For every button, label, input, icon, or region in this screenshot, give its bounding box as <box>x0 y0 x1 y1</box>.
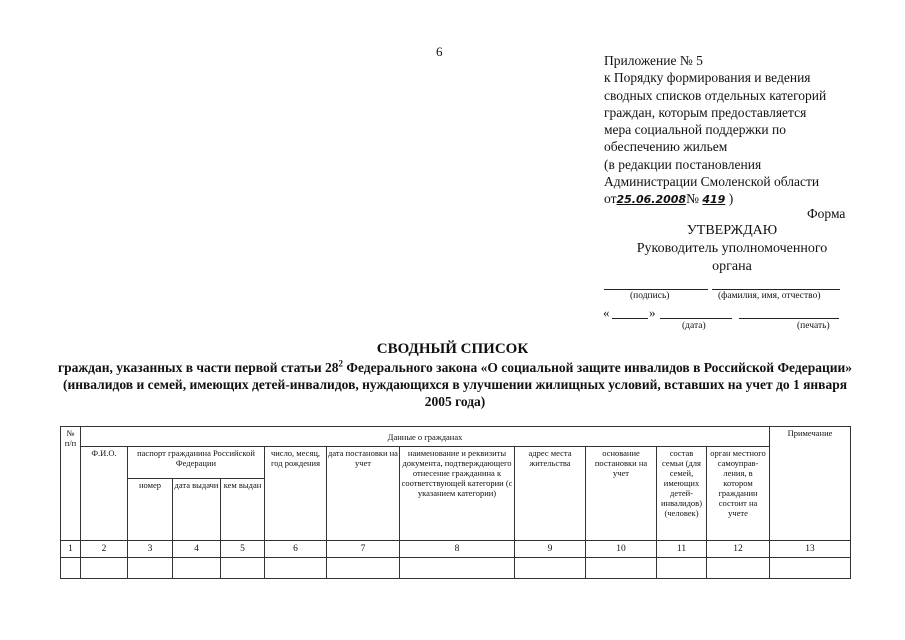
header-no: № п/п <box>61 427 81 541</box>
approve-block <box>600 222 864 276</box>
header-passport: паспорт гражданина Российской Федерации <box>128 447 265 479</box>
column-number: 6 <box>265 541 327 558</box>
header-registration-date: дата постановки на учет <box>327 447 400 541</box>
handwritten-number: 419 <box>702 193 726 207</box>
header-basis: основание постановки на учет <box>586 447 657 541</box>
table-row <box>61 558 851 579</box>
header-address: адрес места жительства <box>515 447 586 541</box>
page-number: 6 <box>436 44 443 59</box>
column-number: 11 <box>657 541 707 558</box>
column-number: 8 <box>400 541 515 558</box>
day-line <box>612 318 648 319</box>
subtitle-superscript: 2 <box>338 358 344 369</box>
header-fio: Ф.И.О. <box>81 447 128 541</box>
signature-caption: (подпись) <box>630 291 670 301</box>
column-number: 10 <box>586 541 657 558</box>
subtitle-part: Федерального закона «О социальной защите инвалидов в Российской Федерации» (инвалидов и семей, имеющих детей-инвалидов, нуждающихся в улучшении жилищных условий, вставших на учет до 1 января 2005 года) <box>62 360 853 409</box>
appendix-line: к Порядку формирования и ведения <box>604 70 811 86</box>
stamp-line <box>739 318 839 319</box>
appendix-line: сводных списков отдельных категорий <box>604 87 827 103</box>
appendix-line: Администрации Смоленской области <box>604 174 820 190</box>
header-birth-date: число, месяц, год рождения <box>265 447 327 541</box>
document-title: СВОДНЫЙ СПИСОК <box>376 341 529 357</box>
header-passport-number: номер <box>128 479 173 541</box>
quote-open: « <box>603 305 610 320</box>
approve-heading: УТВЕРЖДАЮ <box>686 223 778 238</box>
column-number: 7 <box>327 541 400 558</box>
header-organ: орган местного самоуправ-ления, в котором гражданин состоит на учете <box>707 447 770 541</box>
signature-line <box>604 289 708 290</box>
column-number: 9 <box>515 541 586 558</box>
date-caption: (дата) <box>682 321 706 331</box>
date-line <box>660 318 732 319</box>
subtitle-part: граждан, указанных в части первой статьи 28 <box>57 360 339 375</box>
column-number: 13 <box>770 541 851 558</box>
appendix-block <box>604 52 864 209</box>
column-number-row <box>61 541 851 558</box>
appendix-line: (в редакции постановления <box>604 156 762 172</box>
fio-line <box>712 289 840 290</box>
approve-line: Руководитель уполномоченного <box>636 241 828 256</box>
stamp-caption: (печать) <box>797 321 830 331</box>
appendix-line: Приложение № 5 <box>604 53 703 68</box>
header-family: состав семьи (для семей, имеющих детей-инвалидов) (человек) <box>657 447 707 541</box>
header-citizens-data: Данные о гражданах <box>81 427 770 447</box>
column-number: 12 <box>707 541 770 558</box>
column-number: 2 <box>81 541 128 558</box>
column-number: 3 <box>128 541 173 558</box>
header-document: наименование и реквизиты документа, подтверждающего отнесение гражданина к соответствующей категории (с указанием категории) <box>400 447 515 541</box>
number-label: № <box>686 191 699 207</box>
appendix-line: граждан, которым предоставляется <box>604 104 807 120</box>
appendix-line: обеспечению жильем <box>604 139 728 155</box>
header-passport-issue-date: дата выдачи <box>173 479 221 541</box>
column-number: 5 <box>221 541 265 558</box>
summary-table <box>60 426 851 579</box>
close-paren: ) <box>728 191 734 207</box>
appendix-from: от <box>604 191 617 207</box>
document-subtitle <box>50 359 860 410</box>
handwritten-date: 25.06.2008 <box>616 193 687 207</box>
fio-caption: (фамилия, имя, отчество) <box>718 291 821 301</box>
column-number: 1 <box>61 541 81 558</box>
appendix-line: мера социальной поддержки по <box>604 122 786 138</box>
approve-line: органа <box>712 259 752 274</box>
form-label: Форма <box>807 206 846 221</box>
header-note: Примечание <box>770 427 851 541</box>
column-number: 4 <box>173 541 221 558</box>
header-passport-issued-by: кем выдан <box>221 479 265 541</box>
quote-close: » <box>649 305 656 320</box>
